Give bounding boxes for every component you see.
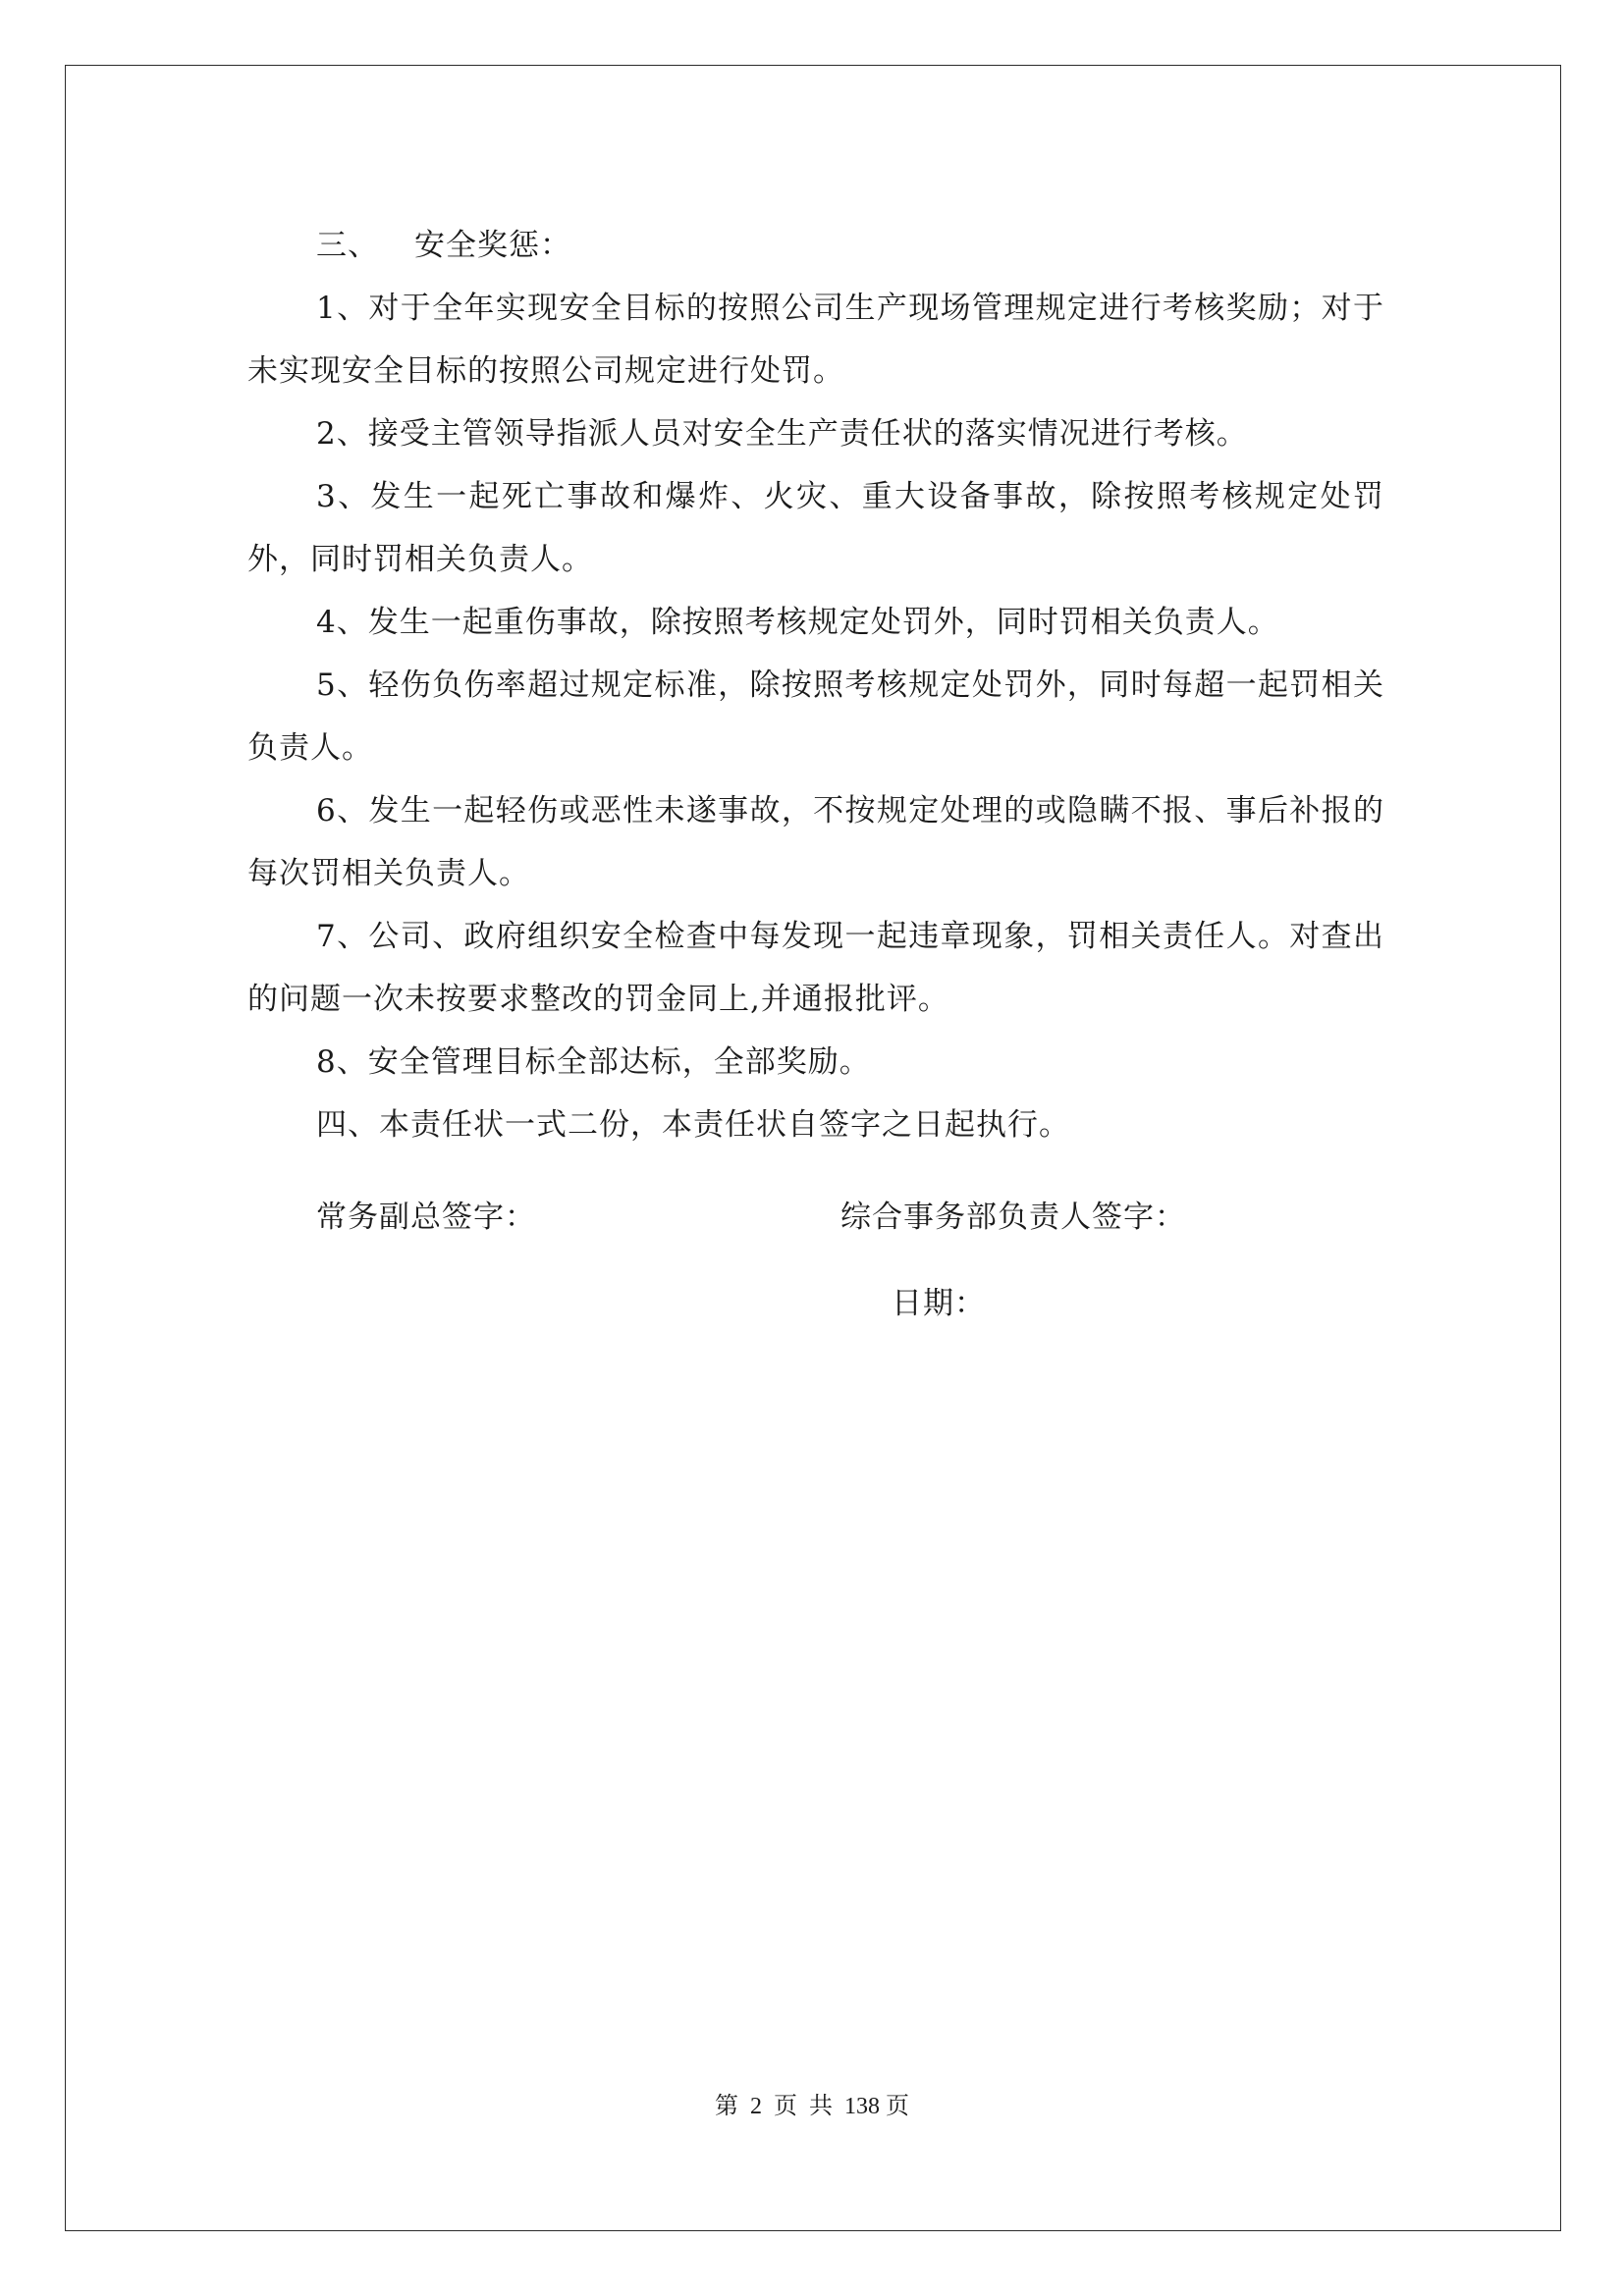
paragraph-6: 6、发生一起轻伤或恶性未遂事故，不按规定处理的或隐瞒不报、事后补报的每次罚相关负责人。: [247, 793, 1384, 891]
affairs-head-signature-label: 综合事务部负责人签字：: [840, 1200, 1186, 1235]
page-footer: [0, 2087, 1624, 2126]
paragraph-3: 3、发生一起死亡事故和爆炸、火灾、重大设备事故，除按照考核规定处罚外，同时罚相关负责人。: [247, 479, 1384, 577]
paragraph-1: 1、对于全年实现安全目标的按照公司生产现场管理规定进行考核奖励；对于未实现安全目标的按照公司规定进行处罚。: [247, 291, 1384, 389]
footer-page-number: 2: [750, 2094, 762, 2119]
footer-prefix: 第: [715, 2094, 738, 2119]
footer-page-unit: 页: [774, 2094, 797, 2119]
footer-total-prefix: 共: [809, 2094, 833, 2119]
date-label: 日期：: [892, 1286, 986, 1321]
paragraph-8: 8、安全管理目标全部达标，全部奖励。: [316, 1044, 871, 1080]
section-number: 三、: [316, 228, 379, 263]
document-body: [247, 214, 1384, 1156]
vice-president-signature-label: 常务副总签字：: [316, 1200, 536, 1235]
paragraph-5: 5、轻伤负伤率超过规定标准，除按照考核规定处罚外，同时每超一起罚相关负责人。: [247, 667, 1384, 766]
paragraph-section-4: 四、本责任状一式二份，本责任状自签字之日起执行。: [316, 1107, 1070, 1143]
paragraph-2: 2、接受主管领导指派人员对安全生产责任状的落实情况进行考核。: [316, 416, 1248, 452]
footer-total-pages: 138: [844, 2094, 880, 2119]
footer-total-unit: 页: [886, 2094, 909, 2119]
paragraph-7: 7、公司、政府组织安全检查中每发现一起违章现象，罚相关责任人。对查出的问题一次未按要求整改的罚金同上,并通报批评。: [247, 919, 1384, 1017]
section-heading: [247, 214, 1384, 277]
signature-row: [0, 1186, 1624, 1249]
section-title: 安全奖惩：: [414, 228, 571, 263]
paragraph-4: 4、发生一起重伤事故，除按照考核规定处罚外，同时罚相关负责人。: [316, 605, 1279, 640]
